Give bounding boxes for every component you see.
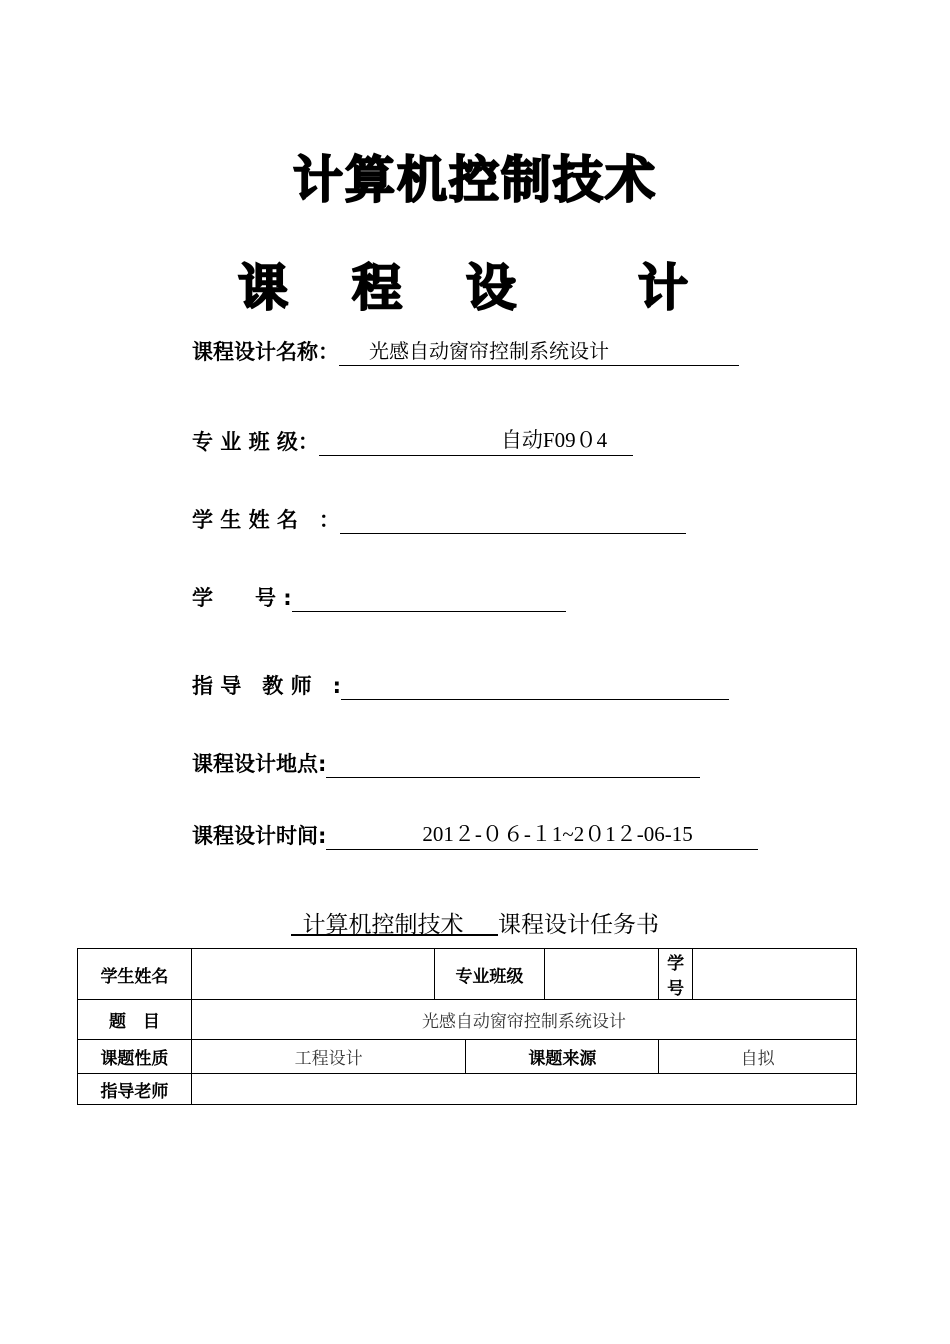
location-row (192, 748, 700, 778)
design-name-field (339, 341, 739, 366)
source-cell: 自拟 (659, 1040, 857, 1074)
table-row (78, 1000, 857, 1040)
time-value: 201２-０６-１1~2０1２-06-15 (422, 822, 693, 846)
student-id-row (192, 582, 566, 612)
student-name-cell (191, 949, 434, 1000)
task-book-title (0, 906, 950, 939)
student-id-header: 学号 (659, 949, 693, 1000)
topic-header: 题 目 (78, 1000, 192, 1040)
subtitle-char-3: 设 (466, 259, 516, 317)
document-title: 计算机控制技术 (293, 151, 657, 209)
major-class-value: 自动F09０4 (500, 428, 608, 452)
student-name-field (340, 509, 686, 534)
time-field (326, 822, 758, 850)
table-row (78, 1040, 857, 1074)
design-name-value: 光感自动窗帘控制系统设计 (369, 339, 609, 363)
advisor-header: 指导老师 (78, 1074, 192, 1105)
major-class-field (319, 428, 633, 456)
location-field (326, 753, 700, 778)
student-id-label: 学 号 : (192, 586, 292, 610)
student-name-header: 学生姓名 (78, 949, 192, 1000)
advisor-cell (191, 1074, 856, 1105)
time-label: 课程设计时间: (192, 824, 327, 848)
design-name-label: 课程设计名称： (192, 340, 339, 364)
advisor-field (341, 675, 729, 700)
student-name-label: 学 生 姓 名 ： (192, 508, 340, 532)
topic-cell: 光感自动窗帘控制系统设计 (191, 1000, 856, 1040)
table-row (78, 949, 857, 1000)
subtitle-char-2: 程 (352, 259, 402, 317)
major-class-header: 专业班级 (434, 949, 545, 1000)
nature-header: 课题性质 (78, 1040, 192, 1074)
major-class-cell (545, 949, 659, 1000)
advisor-label: 指 导 教 师 : (192, 674, 342, 698)
table-row (78, 1074, 857, 1105)
location-label: 课程设计地点: (192, 752, 327, 776)
task-book-suffix: 课程设计任务书 (498, 912, 659, 938)
student-id-field (292, 587, 566, 612)
source-header: 课题来源 (466, 1040, 659, 1074)
major-class-row (192, 426, 633, 456)
subtitle-char-1: 课 (238, 259, 288, 317)
task-book-course: 计算机控制技术 (302, 912, 464, 938)
advisor-row (192, 670, 729, 700)
design-name-row (192, 336, 739, 366)
subtitle-char-4: 计 (638, 259, 688, 317)
nature-cell: 工程设计 (191, 1040, 466, 1074)
major-class-label: 专 业 班 级： (192, 430, 319, 454)
student-id-cell (693, 949, 857, 1000)
student-name-row (192, 504, 686, 534)
time-row (192, 820, 758, 850)
task-book-table (77, 948, 857, 1105)
